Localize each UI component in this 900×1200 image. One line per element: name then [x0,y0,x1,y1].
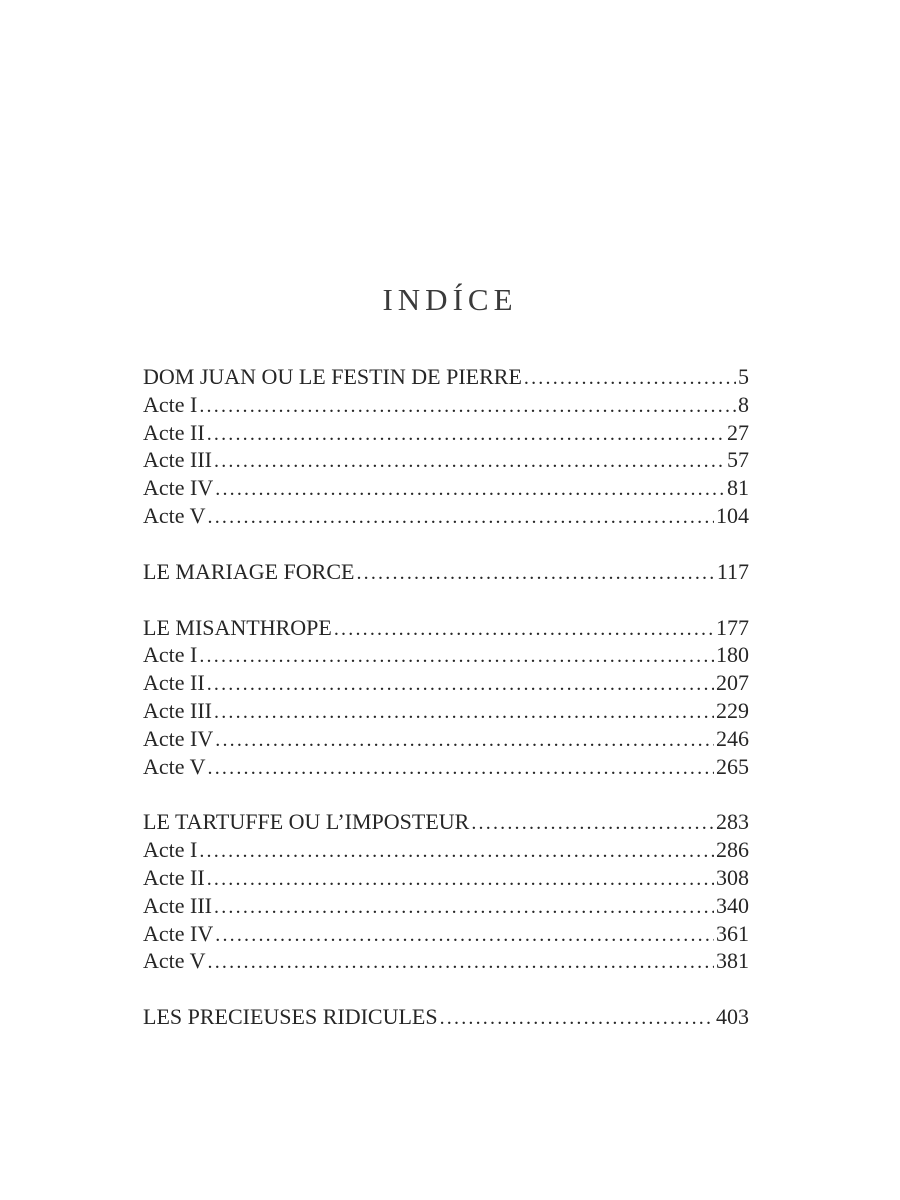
dot-leader [471,810,714,838]
toc-page-number: 246 [716,725,749,751]
toc-page-number: 340 [716,892,749,918]
toc-page-number: 180 [716,642,749,668]
toc-page-number: 104 [716,502,749,528]
toc-entry-label: Acte V [143,753,206,779]
toc-item-dom-juan-acte-3[interactable] [143,446,749,474]
table-of-contents [143,363,749,1059]
toc-entry-label: Acte IV [143,725,214,751]
dot-leader [215,922,714,950]
toc-entry-label: Acte II [143,864,205,890]
dot-leader [440,1005,714,1033]
toc-heading-precieuses[interactable] [143,1003,749,1031]
dot-leader [208,949,714,977]
dot-leader [199,838,714,866]
toc-item-misanthrope-acte-1[interactable] [143,641,749,669]
toc-item-misanthrope-acte-2[interactable] [143,669,749,697]
toc-entry-label: DOM JUAN OU LE FESTIN DE PIERRE [143,364,522,389]
page-title: INDÍCE [382,282,518,317]
toc-entry-label: Acte V [143,948,206,974]
toc-item-tartuffe-acte-4[interactable] [143,920,749,948]
dot-leader [215,476,725,504]
dot-leader [334,616,714,644]
dot-leader [356,560,714,588]
toc-entry-label: LE MISANTHROPE [143,614,332,640]
dot-leader [207,866,714,894]
toc-entry-label: LES PRECIEUSES RIDICULES [143,1004,438,1030]
dot-leader [207,421,725,449]
toc-section-tartuffe [143,808,749,975]
toc-section-precieuses [143,1003,749,1031]
toc-page-number: 207 [716,670,749,696]
toc-page-number: 229 [716,697,749,723]
toc-entry-label: Acte IV [143,920,214,946]
toc-entry-label: Acte IV [143,475,214,501]
toc-entry-label: Acte III [143,697,213,723]
toc-item-misanthrope-acte-5[interactable] [143,753,749,781]
toc-page-number: 81 [727,475,749,501]
toc-page-number: 403 [716,1004,749,1030]
toc-entry-label: Acte II [143,670,205,696]
toc-item-dom-juan-acte-2[interactable] [143,419,749,447]
toc-page-number: 265 [716,753,749,779]
toc-page-number: 283 [716,809,749,835]
toc-entry-label: Acte I [143,837,198,863]
toc-heading-tartuffe[interactable] [143,808,749,836]
toc-page-number: 5 [738,364,749,389]
toc-entry-label: Acte V [143,502,206,528]
toc-section-misanthrope [143,614,749,781]
toc-item-tartuffe-acte-3[interactable] [143,892,749,920]
toc-page-number: 117 [716,558,749,584]
dot-leader [207,671,714,699]
toc-item-tartuffe-acte-1[interactable] [143,836,749,864]
toc-item-misanthrope-acte-3[interactable] [143,697,749,725]
toc-entry-label: Acte I [143,391,198,417]
toc-page-number: 57 [727,447,749,473]
toc-item-dom-juan-acte-4[interactable] [143,474,749,502]
toc-heading-misanthrope[interactable] [143,614,749,642]
toc-page-number: 361 [716,920,749,946]
dot-leader [524,365,736,393]
toc-entry-label: Acte II [143,419,205,445]
toc-page-number: 8 [738,391,749,417]
dot-leader [208,755,714,783]
toc-page-number: 286 [716,837,749,863]
toc-entry-label: Acte III [143,892,213,918]
toc-page-number: 308 [716,864,749,890]
dot-leader [214,699,714,727]
toc-item-tartuffe-acte-2[interactable] [143,864,749,892]
toc-heading-mariage-force[interactable] [143,558,749,586]
dot-leader [215,727,714,755]
dot-leader [199,393,736,421]
toc-entry-label: Acte I [143,642,198,668]
dot-leader [214,448,725,476]
toc-item-dom-juan-acte-5[interactable] [143,502,749,530]
toc-entry-label: LE TARTUFFE OU L’IMPOSTEUR [143,809,470,835]
toc-section-mariage-force [143,558,749,586]
toc-entry-label: LE MARIAGE FORCE [143,558,355,584]
toc-heading-dom-juan[interactable] [143,363,749,391]
toc-item-dom-juan-acte-1[interactable] [143,391,749,419]
toc-page-number: 27 [727,419,749,445]
toc-item-misanthrope-acte-4[interactable] [143,725,749,753]
dot-leader [214,894,714,922]
dot-leader [199,643,714,671]
toc-item-tartuffe-acte-5[interactable] [143,947,749,975]
toc-page-number: 381 [716,948,749,974]
toc-page-number: 177 [716,614,749,640]
toc-section-dom-juan [143,363,749,530]
dot-leader [208,504,714,532]
toc-entry-label: Acte III [143,447,213,473]
